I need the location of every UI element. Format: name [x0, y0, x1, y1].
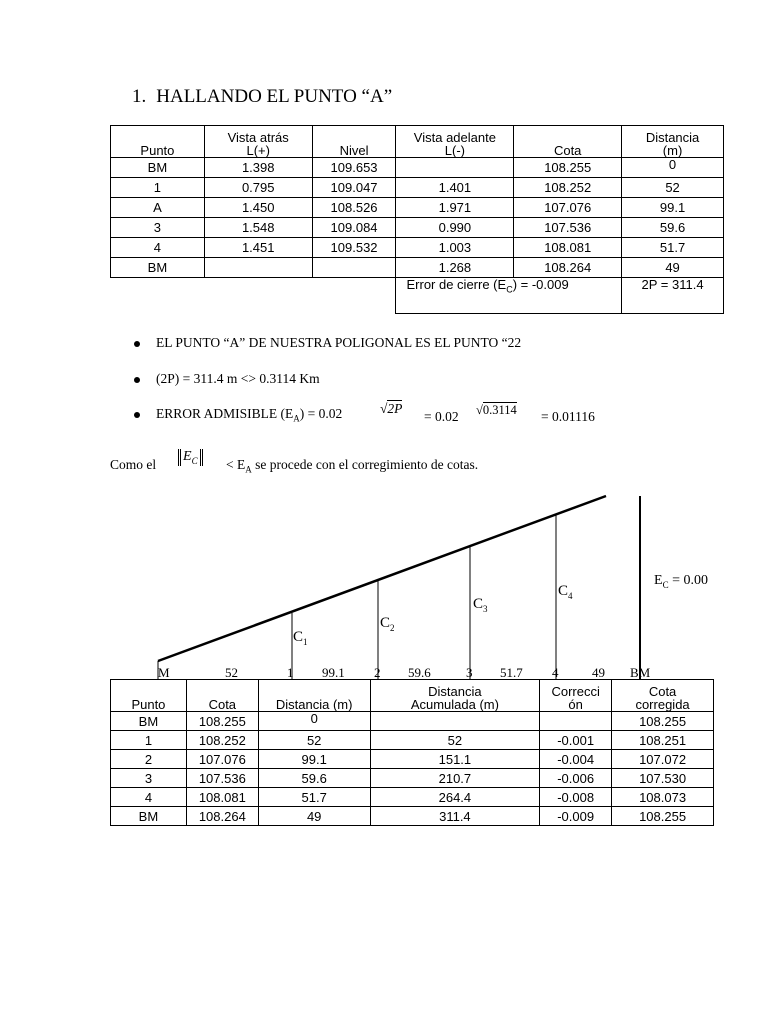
axis-label: 52 [225, 665, 238, 678]
axis-label: M [158, 665, 170, 678]
bullet-sub: A [293, 413, 300, 424]
axis-label: 1 [287, 665, 294, 678]
table-cell: 107.536 [514, 218, 622, 238]
table-cell: 99.1 [622, 198, 724, 218]
table-cell: 107.076 [514, 198, 622, 218]
table-cell: 49 [622, 258, 724, 278]
t1-header-vista-atras: Vista atrás L(+) [204, 126, 312, 158]
table-cell: 52 [370, 731, 540, 750]
table-cell: BM [111, 258, 205, 278]
table-cell: 1.401 [396, 178, 514, 198]
axis-label: 3 [466, 665, 473, 678]
table-row [111, 731, 714, 750]
table-cell: -0.008 [540, 788, 612, 807]
table-cell: 1.003 [396, 238, 514, 258]
t2-header-distancia: Distancia (m) [258, 680, 370, 712]
table-cell: 264.4 [370, 788, 540, 807]
table-cell: 52 [622, 178, 724, 198]
table-cell: 108.255 [186, 712, 258, 731]
ec-value: = 0.00 [668, 573, 708, 588]
t1-header-distancia: Distancia (m) [622, 126, 724, 158]
bullet-text: (2P) = 311.4 m <> 0.3114 Km [156, 371, 320, 386]
table-cell: BM [111, 158, 205, 178]
t1-header-vista-adelante: Vista adelante L(-) [396, 126, 514, 158]
ec-zero-label [654, 573, 708, 590]
c-label-sub: 3 [483, 604, 488, 614]
norm-sub: C [191, 455, 198, 466]
t2-header-correccion: Correcci ón [540, 680, 612, 712]
table-cell: 2 [111, 750, 187, 769]
closure-slope-line [158, 496, 606, 661]
table-cell: 107.530 [612, 769, 714, 788]
table-cell [540, 712, 612, 731]
table-cell: 108.255 [514, 158, 622, 178]
axis-label: 99.1 [322, 665, 345, 678]
bullet-text: ERROR ADMISIBLE (E [156, 406, 294, 421]
table-cell: 4 [111, 788, 187, 807]
table-cell: 210.7 [370, 769, 540, 788]
table-cell: 3 [111, 769, 187, 788]
axis-label: BM [630, 665, 651, 678]
table-cell: -0.004 [540, 750, 612, 769]
table-cell: 1.398 [204, 158, 312, 178]
table-cell: 108.081 [514, 238, 622, 258]
table-row [111, 750, 714, 769]
section-number: 1. [132, 86, 147, 107]
table-cell: 107.076 [186, 750, 258, 769]
table-row [111, 712, 714, 731]
c-label-text: C [558, 583, 569, 599]
table-cell: 0 [622, 158, 724, 178]
axis-label: 2 [374, 665, 381, 678]
distance-axis-labels [110, 663, 724, 678]
table2-header-row [111, 680, 714, 712]
table-cell: 1.268 [396, 258, 514, 278]
table-cell: 108.264 [514, 258, 622, 278]
ec-sub: C [662, 579, 669, 590]
table-cell: 109.084 [312, 218, 396, 238]
table-row [111, 807, 714, 826]
sqrt-icon: √ [380, 401, 388, 416]
table-cell: 108.255 [612, 807, 714, 826]
table-cell: 109.047 [312, 178, 396, 198]
closure-error-label: Error de cierre (E [406, 277, 507, 292]
note-post: se procede con el corregimiento de cotas. [251, 457, 479, 472]
table-cell: 107.072 [612, 750, 714, 769]
t2-header-cota-corregida: Cota corregida [612, 680, 714, 712]
table-cell: 0 [258, 712, 370, 731]
c-label-text: C [473, 596, 484, 612]
sqrt-radicand: 0.3114 [482, 403, 517, 417]
table-cell: 3 [111, 218, 205, 238]
axis-label: 4 [552, 665, 559, 678]
equation-part: = 0.02 [424, 409, 459, 424]
t1-header-cota: Cota [514, 126, 622, 158]
table-cell: 52 [258, 731, 370, 750]
bullet-text: EL PUNTO “A” DE NUESTRA POLIGONAL ES EL PUNTO “22 [156, 335, 522, 350]
table-cell: 99.1 [258, 750, 370, 769]
table-cell: 49 [258, 807, 370, 826]
table-cell: 1 [111, 731, 187, 750]
table-cell: 1.548 [204, 218, 312, 238]
corrected-elevations-table [110, 679, 714, 826]
axis-label: 49 [592, 665, 605, 678]
c2-label [380, 615, 395, 633]
table-cell: 108.073 [612, 788, 714, 807]
axis-label: 51.7 [500, 665, 523, 678]
equation-result: = 0.01116 [541, 409, 595, 424]
note-lt-sub: A [245, 464, 252, 475]
ec-label: E [654, 573, 663, 588]
table-cell: A [111, 198, 205, 218]
perimeter-total: 2P = 311.4 [622, 278, 724, 314]
table-cell: 1.451 [204, 238, 312, 258]
c-label-text: C [380, 615, 391, 631]
t2-header-distancia-acumulada: Distancia Acumulada (m) [370, 680, 540, 712]
table-cell: 108.251 [612, 731, 714, 750]
table-row [111, 788, 714, 807]
table-row [111, 769, 714, 788]
table-cell: -0.001 [540, 731, 612, 750]
table-cell: 108.264 [186, 807, 258, 826]
table-cell: 1 [111, 178, 205, 198]
table-cell: 108.526 [312, 198, 396, 218]
t1-header-punto: Punto [111, 126, 205, 158]
norm-symbol: E [183, 449, 192, 464]
c3-label [473, 596, 488, 614]
table-cell: 108.255 [612, 712, 714, 731]
table-cell: 109.653 [312, 158, 396, 178]
note-lt: < E [226, 457, 246, 472]
table-cell: 311.4 [370, 807, 540, 826]
table-cell: 51.7 [258, 788, 370, 807]
closure-error-value: ) = -0.009 [512, 277, 569, 292]
table-cell: 0.795 [204, 178, 312, 198]
c-label-sub: 4 [568, 591, 573, 601]
table-cell: 108.252 [514, 178, 622, 198]
axis-label: 59.6 [408, 665, 431, 678]
bullet-text: ) = 0.02 [299, 406, 343, 421]
c-label-sub: 1 [303, 637, 308, 647]
note-prefix: Como el [110, 457, 157, 472]
t2-header-punto: Punto [111, 680, 187, 712]
table-cell: 59.6 [258, 769, 370, 788]
sqrt-radicand: 2P [387, 401, 403, 416]
c-label-sub: 2 [390, 623, 395, 633]
table-cell: BM [111, 807, 187, 826]
table-cell [370, 712, 540, 731]
table-cell: 1.971 [396, 198, 514, 218]
table-cell: 4 [111, 238, 205, 258]
table-cell: 59.6 [622, 218, 724, 238]
table-cell: -0.009 [540, 807, 612, 826]
table-cell: 109.532 [312, 238, 396, 258]
table-cell: -0.006 [540, 769, 612, 788]
table-cell: 151.1 [370, 750, 540, 769]
table-cell: 108.252 [186, 731, 258, 750]
table-cell: 108.081 [186, 788, 258, 807]
table-cell: 0.990 [396, 218, 514, 238]
t2-header-cota: Cota [186, 680, 258, 712]
sqrt-icon: √ [476, 403, 483, 417]
closure-error-sub: C [506, 284, 513, 295]
t1-header-nivel: Nivel [312, 126, 396, 158]
table-cell: 51.7 [622, 238, 724, 258]
c4-label [558, 583, 573, 601]
table-cell: 1.450 [204, 198, 312, 218]
table-cell: BM [111, 712, 187, 731]
table-cell: 107.536 [186, 769, 258, 788]
section-title: HALLANDO EL PUNTO “A” [156, 86, 393, 107]
c1-label [293, 629, 308, 647]
c-label-text: C [293, 629, 304, 645]
